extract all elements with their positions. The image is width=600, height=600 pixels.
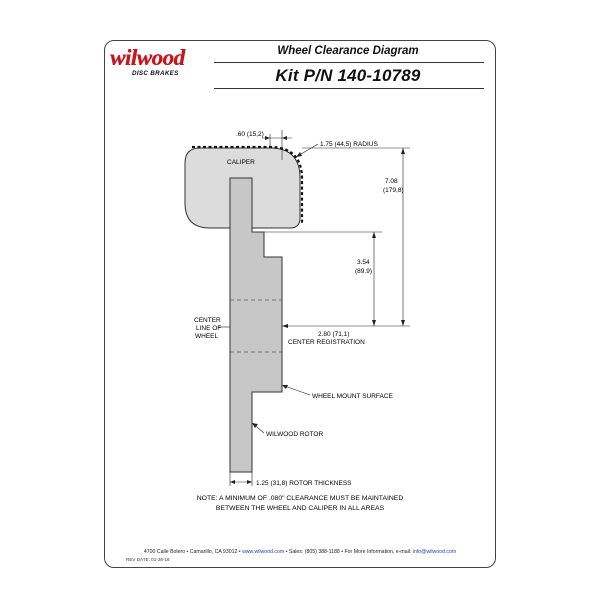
registration-label: CENTER REGISTRATION (288, 339, 365, 346)
logo-wordmark: wilwood (110, 45, 185, 70)
height-mid-arrow-bottom (372, 320, 376, 326)
note-line-1: NOTE: A MINIMUM OF .080" CLEARANCE MUST BE MAINTAINED (196, 495, 404, 502)
offset-arrow-right (282, 136, 287, 140)
registration-arrow (282, 324, 288, 328)
height-mid-mm: (89.9) (355, 268, 372, 275)
radius-label: 1.75 (44,5) RADIUS (320, 141, 378, 148)
caliper-label: CALIPER (227, 159, 255, 166)
thickness-label: 1.25 (31,8) ROTOR THICKNESS (256, 480, 352, 487)
revision-date: REV DATE: 01-26-16 (126, 557, 170, 562)
kit-number: Kit P/N 140-10789 (275, 66, 421, 85)
offset-arrow-left (265, 136, 270, 140)
thickness-arrow-right (247, 480, 252, 484)
height-mid-arrow-top (372, 232, 376, 238)
footer-address: 4700 Calle Bolero • Camarillo, CA 93012 • (143, 549, 243, 555)
footer-email-link[interactable]: info@wilwood.com (412, 549, 457, 555)
height-total-mm: (179,8) (383, 187, 404, 194)
radius-leader-arrow (296, 152, 302, 157)
centerline-label-3: WHEEL (195, 333, 219, 340)
registration-value: 2.80 (71,1) (318, 331, 350, 338)
footer-website-link[interactable]: www.wilwood.com (242, 549, 285, 555)
footer-contact (110, 549, 490, 555)
diagram-title: Wheel Clearance Diagram (277, 45, 419, 57)
centerline-label-1: CENTER (194, 317, 221, 324)
height-total-value: 7.08 (385, 178, 398, 185)
thickness-arrow-left (230, 480, 235, 484)
height-total-arrow-top (401, 148, 405, 154)
mount-surface-label: WHEEL MOUNT SURFACE (312, 393, 393, 400)
height-total-arrow-bottom (401, 320, 405, 326)
offset-label: .60 (15,2) (236, 131, 264, 138)
logo-tagline: DISC BRAKES (132, 70, 179, 77)
centerline-label-2: LINE OF (196, 325, 222, 332)
footer-sales: • Sales: (805) 388-1188 • For More Information, e-mail: (284, 549, 413, 555)
rotor-label: WILWOOD ROTOR (266, 431, 324, 438)
note-line-2: BETWEEN THE WHEEL AND CALIPER IN ALL AREAS (215, 505, 385, 512)
height-mid-value: 3.54 (357, 259, 370, 266)
